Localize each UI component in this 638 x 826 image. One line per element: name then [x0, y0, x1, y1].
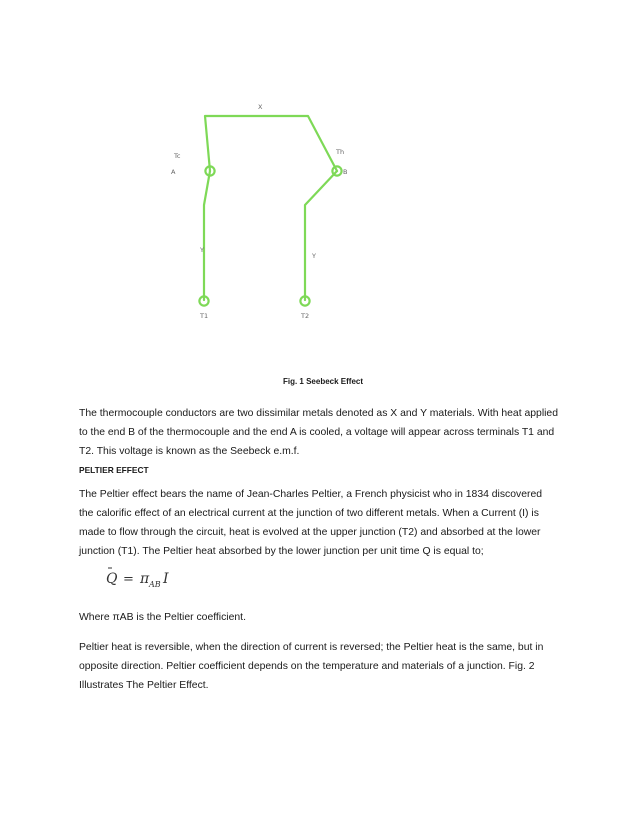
paragraph-coefficient: Where πAB is the Peltier coefficient.	[79, 612, 246, 623]
seebeck-diagram	[0, 0, 638, 340]
label-b: B	[343, 168, 348, 176]
label-y-right: Y	[312, 252, 316, 260]
section-heading: PELTIER EFFECT	[79, 465, 149, 475]
label-th: Th	[336, 148, 345, 156]
label-a: A	[171, 168, 176, 176]
svg-text:=: =	[123, 572, 134, 587]
label-y-left: Y	[200, 246, 204, 254]
conductor-x	[205, 116, 337, 171]
figure-caption: Fig. 1 Seebeck Effect	[282, 377, 364, 386]
svg-text:AB: AB	[149, 580, 161, 589]
conductor-y-right	[305, 171, 337, 300]
paragraph-peltier-intro: The Peltier effect bears the name of Jean-Charles Peltier, a French physicist who in 1834 discovered the calorific effect of an electrical current at the junction of two different metals. When a Current (I) is made to flow through the circuit, heat is evolved at the upper junction (T2) and absorbed at the lower junction (T1). The Peltier heat absorbed by the lower junction per unit time Q is equal to;	[79, 489, 543, 557]
label-x: X	[258, 103, 263, 111]
label-t1: T1	[200, 312, 209, 320]
label-t2: T2	[301, 312, 310, 320]
paragraph-seebeck: The thermocouple conductors are two dissimilar metals denoted as X and Y materials. With heat applied to the end B of the thermocouple and the end A is cooled, a voltage will appear across terminals T1 and T2. This voltage is known as the Seebeck e.m.f.	[79, 408, 558, 457]
svg-text:Q: Q	[106, 571, 118, 587]
conductor-y-left	[204, 171, 210, 300]
peltier-formula	[100, 565, 200, 591]
svg-text:I: I	[163, 571, 169, 587]
paragraph-reversibility: Peltier heat is reversible, when the direction of current is reversed; the Peltier heat is the same, but in opposite direction. Peltier coefficient depends on the temperature and materials of a junction. Fig. 2 Illustrates The Peltier Effect.	[79, 642, 544, 691]
label-tc: Tc	[174, 152, 181, 160]
svg-text:π: π	[140, 571, 150, 587]
